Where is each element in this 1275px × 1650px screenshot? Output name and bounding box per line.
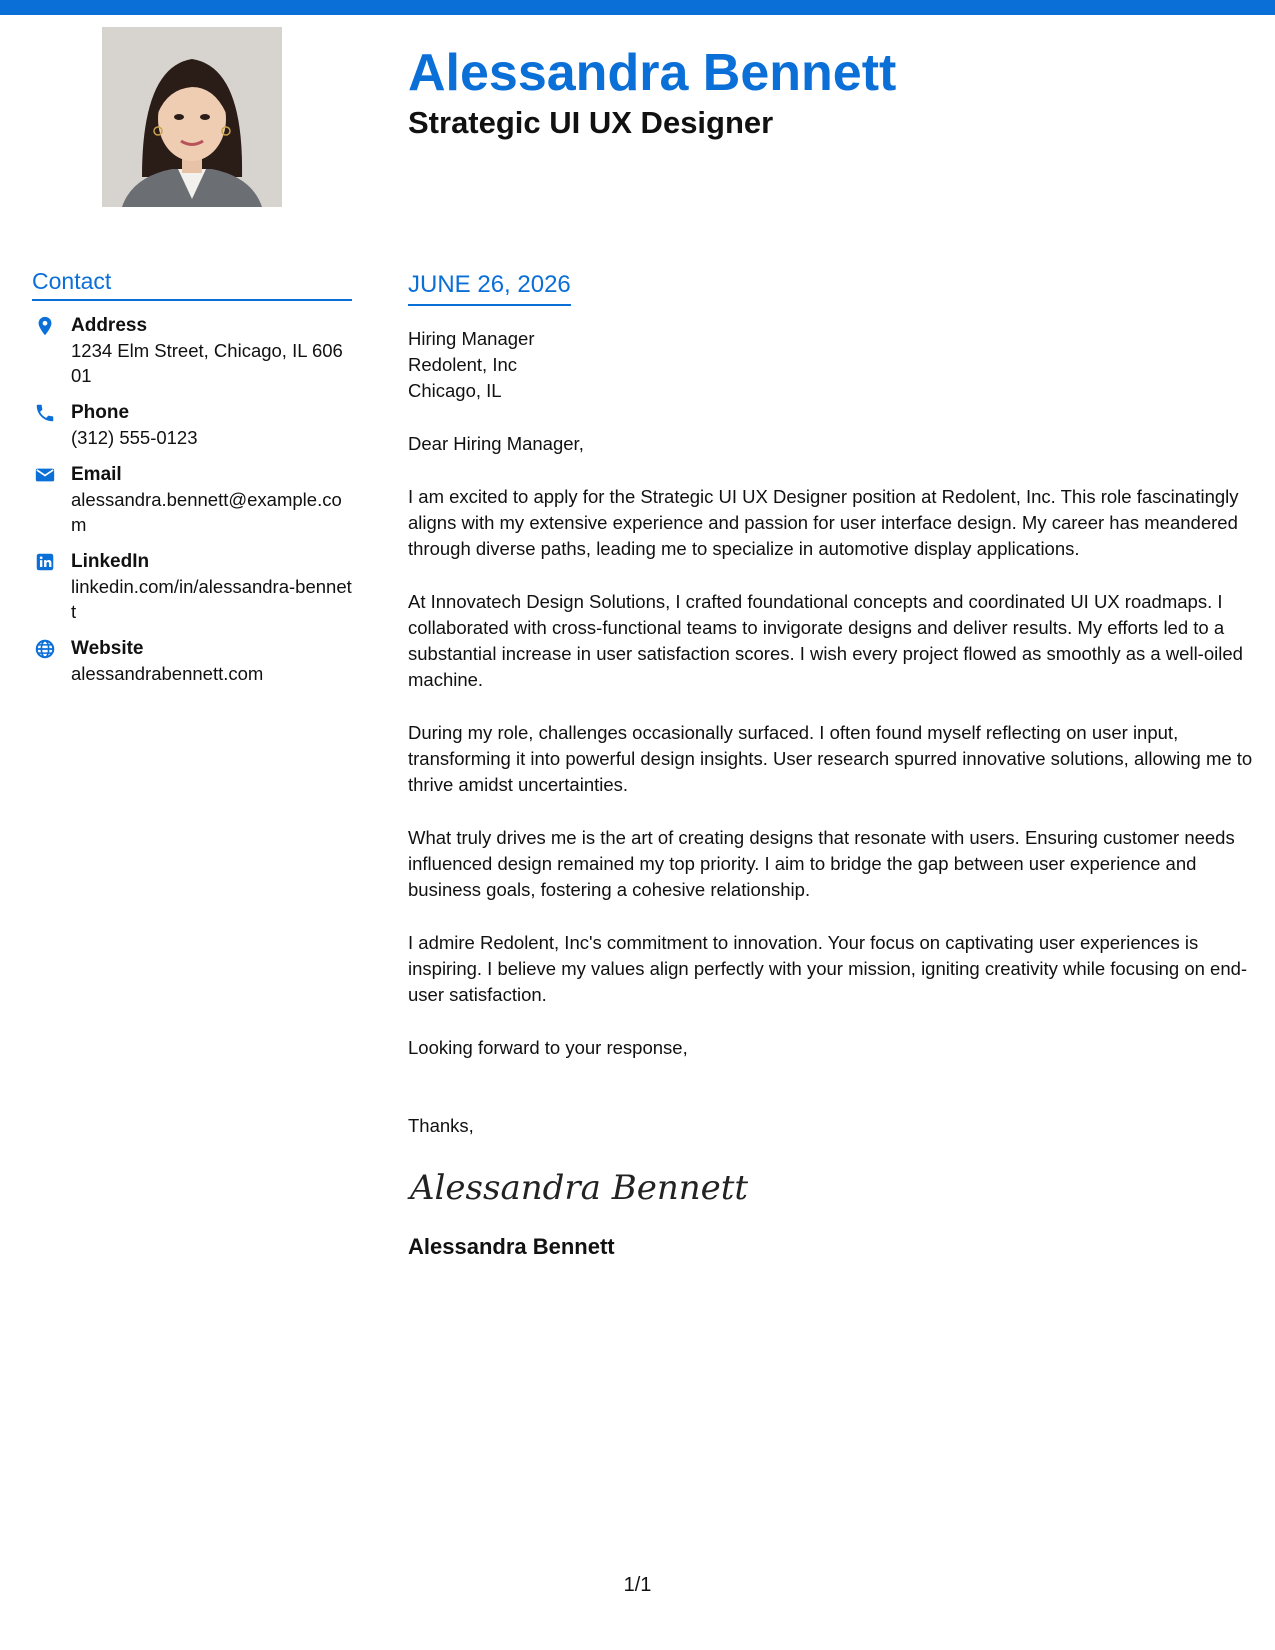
- page-number: 1/1: [623, 1574, 652, 1596]
- recipient-block: [408, 326, 1253, 404]
- letter-paragraph: What truly drives me is the art of creating designs that resonate with users. Ensuring customer needs influenced design remained my top priority. I aim to bridge the gap between user experience and business goals, fostering a cohesive relationship.: [408, 827, 1235, 900]
- contact-value: (312) 555-0123: [71, 427, 198, 448]
- contact-label: LinkedIn: [71, 551, 150, 572]
- phone-icon: [34, 402, 56, 424]
- contact-value[interactable]: alessandrabennett.com: [71, 663, 264, 684]
- map-pin-icon: [34, 315, 56, 337]
- letter-date: JUNE 26, 2026: [408, 270, 571, 306]
- candidate-name: Alessandra Bennett: [408, 44, 897, 102]
- contact-linkedin: [32, 549, 352, 624]
- contact-label: Address: [71, 315, 148, 336]
- contact-value: 1234 Elm Street, Chicago, IL 60601: [71, 340, 343, 386]
- linkedin-icon: [34, 551, 56, 573]
- contact-title: Contact: [32, 266, 352, 301]
- contact-email: [32, 462, 352, 537]
- contact-value[interactable]: linkedin.com/in/alessandra-bennett: [71, 576, 352, 622]
- thanks-line: Thanks,: [408, 1115, 474, 1136]
- letter-body: [408, 270, 1253, 1261]
- contact-value[interactable]: alessandra.bennett@example.com: [71, 489, 342, 535]
- letter-paragraph: During my role, challenges occasionally surfaced. I often found myself reflecting on user input, transforming it into powerful design insights. User research spurred innovative solutions, allowing me to thrive amidst uncertainties.: [408, 722, 1253, 795]
- signer-name: Alessandra Bennett: [408, 1234, 615, 1259]
- greeting: Dear Hiring Manager,: [408, 433, 584, 454]
- contact-sidebar: [32, 266, 352, 698]
- top-accent-bar: [0, 0, 1275, 15]
- globe-icon: [34, 638, 56, 660]
- contact-phone: [32, 400, 352, 450]
- recipient-line: Redolent, Inc: [408, 354, 518, 375]
- letter-paragraph: I am excited to apply for the Strategic UI UX Designer position at Redolent, Inc. This role fascinatingly aligns with my extensive experience and passion for user interface design. My career has meandered through diverse paths, leading me to specialize in automotive display applications.: [408, 486, 1239, 559]
- letter-paragraph: I admire Redolent, Inc's commitment to innovation. Your focus on captivating user experiences is inspiring. I believe my values align perfectly with your mission, igniting creativity while focusing on end-user satisfaction.: [408, 932, 1248, 1005]
- recipient-line: Hiring Manager: [408, 328, 535, 349]
- avatar: [102, 27, 282, 207]
- contact-label: Phone: [71, 402, 130, 423]
- signature-image: [408, 1159, 749, 1217]
- contact-address: [32, 313, 352, 388]
- letter-paragraph: At Innovatech Design Solutions, I crafted foundational concepts and coordinated UI UX roadmaps. I collaborated with cross-functional teams to invigorate designs and deliver results. My efforts led to a substantial increase in user satisfaction scores. I wish every project flowed as smoothly as a well-oiled machine.: [408, 591, 1243, 690]
- contact-website: [32, 636, 352, 686]
- candidate-role: Strategic UI UX Designer: [408, 105, 774, 140]
- signature-text: Alessandra Bennett: [410, 1168, 749, 1208]
- portrait-image: [102, 27, 282, 207]
- envelope-icon: [34, 464, 56, 486]
- recipient-line: Chicago, IL: [408, 380, 502, 401]
- closing-line: Looking forward to your response,: [408, 1037, 688, 1058]
- contact-label: Website: [71, 638, 144, 659]
- contact-label: Email: [71, 464, 122, 485]
